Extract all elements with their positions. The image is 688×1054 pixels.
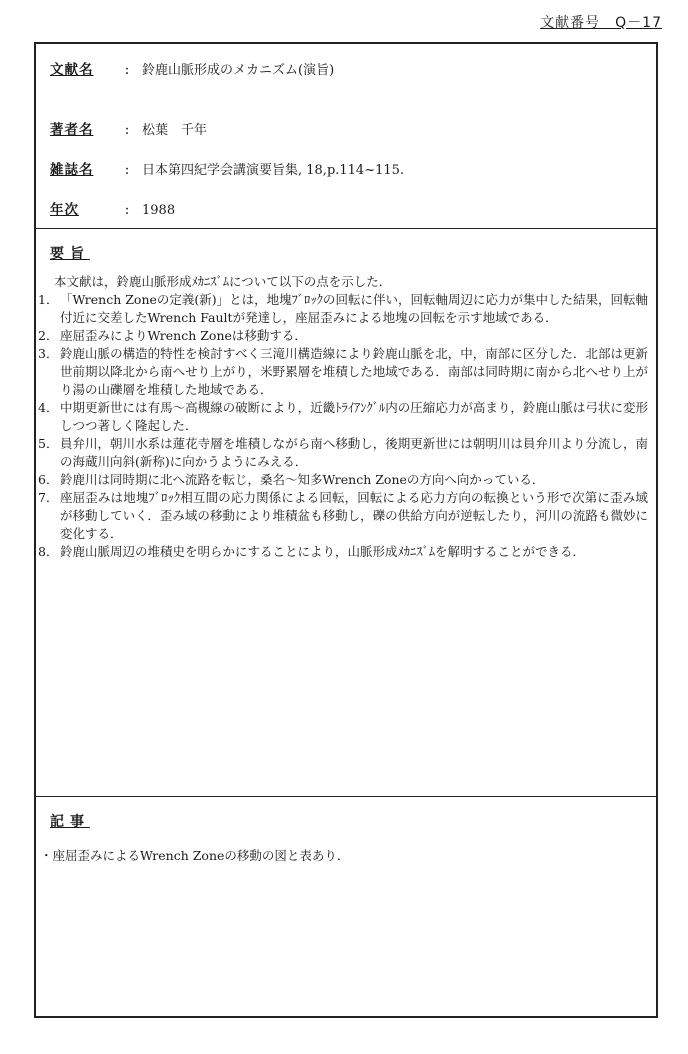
summary-item xyxy=(36,435,648,471)
summary-item xyxy=(36,471,648,489)
item-text: 員弁川，朝川水系は蓮花寺層を堆積しながら南へ移動し，後期更新世には朝明川は員弁川より分流し，南の海蔵川向斜(新称)に向かうようにみえる． xyxy=(60,436,648,469)
summary-item xyxy=(36,345,648,399)
item-text: 座屈歪みは地塊ﾌﾞﾛｯｸ相互間の応力関係による回転，回転による応力方向の転換という形で次第に歪み域が移動していく．歪み域の移動により堆積盆も移動し，礫の供給方向が逆転したり，河川の流路も微妙に変化する． xyxy=(60,490,648,541)
summary-body xyxy=(36,273,648,561)
title-label: 文献名 xyxy=(50,62,94,78)
document-number: 文献番号 Q－17 xyxy=(540,15,662,31)
summary-item xyxy=(36,291,648,327)
article-section xyxy=(36,797,656,1016)
item-number: 7． xyxy=(38,490,59,505)
bibliography-section xyxy=(36,44,656,229)
summary-intro: 本文献は，鈴鹿山脈形成ﾒｶﾆｽﾞﾑについて以下の点を示した． xyxy=(54,274,392,289)
item-number: 2． xyxy=(38,328,59,343)
author-row xyxy=(50,118,207,138)
item-number: 4． xyxy=(38,400,59,415)
summary-item xyxy=(36,399,648,435)
summary-section xyxy=(36,229,656,797)
item-text: 鈴鹿山脈の構造的特性を検討すべく三滝川構造線により鈴鹿山脈を北，中，南部に区分した．北部は更新世前期以降北から南へせり上がり，米野累層を堆積した地域である．南部は同時期に南から北へせり上がり湯の山礫層を堆積した地域である． xyxy=(60,346,648,397)
item-text: 鈴鹿川は同時期に北へ流路を転じ，桑名～知多Wrench Zoneの方向へ向かっている． xyxy=(60,472,545,487)
colon: : xyxy=(124,202,130,218)
item-text: 鈴鹿山脈周辺の堆積史を明らかにすることにより，山脈形成ﾒｶﾆｽﾞﾑを解明することができる． xyxy=(60,544,586,559)
year-row xyxy=(50,198,175,218)
summary-item xyxy=(36,543,648,561)
item-text: 「Wrench Zoneの定義(新)」とは，地塊ﾌﾞﾛｯｸの回転に伴い，回転軸周辺に応力が集中した結果，回転軸付近に交差したWrench Faultが発達し，座屈歪みによる地塊の回転を示す地域である． xyxy=(60,292,648,325)
item-number: 8． xyxy=(38,544,59,559)
title-row xyxy=(50,58,334,78)
document-frame xyxy=(34,42,658,1018)
journal-row xyxy=(50,158,404,178)
summary-heading: 要旨 xyxy=(50,246,90,262)
article-heading: 記事 xyxy=(50,814,90,830)
item-number: 5． xyxy=(38,436,59,451)
journal-value: 日本第四紀学会講演要旨集, 18,p.114~115. xyxy=(142,163,405,178)
colon: : xyxy=(124,162,130,178)
author-label: 著者名 xyxy=(50,122,94,138)
summary-item xyxy=(36,327,648,345)
article-text: ・座屈歪みによるWrench Zoneの移動の図と表あり． xyxy=(40,848,350,863)
colon: : xyxy=(124,122,130,138)
journal-label: 雑誌名 xyxy=(50,162,94,178)
item-number: 3． xyxy=(38,346,59,361)
item-text: 座屈歪みによりWrench Zoneは移動する． xyxy=(60,328,307,343)
item-number: 6． xyxy=(38,472,59,487)
summary-item xyxy=(36,489,648,543)
colon: : xyxy=(124,62,130,78)
author-value: 松葉 千年 xyxy=(142,123,208,138)
title-value: 鈴鹿山脈形成のメカニズム(演旨) xyxy=(142,63,335,78)
year-value: 1988 xyxy=(142,203,176,218)
year-label: 年次 xyxy=(50,202,79,218)
item-number: 1． xyxy=(38,292,59,307)
item-text: 中期更新世には有馬～高槻線の破断により，近畿ﾄﾗｲｱﾝｸﾞﾙ内の圧縮応力が高まり，鈴鹿山脈は弓状に変形しつつ著しく隆起した． xyxy=(60,400,648,433)
